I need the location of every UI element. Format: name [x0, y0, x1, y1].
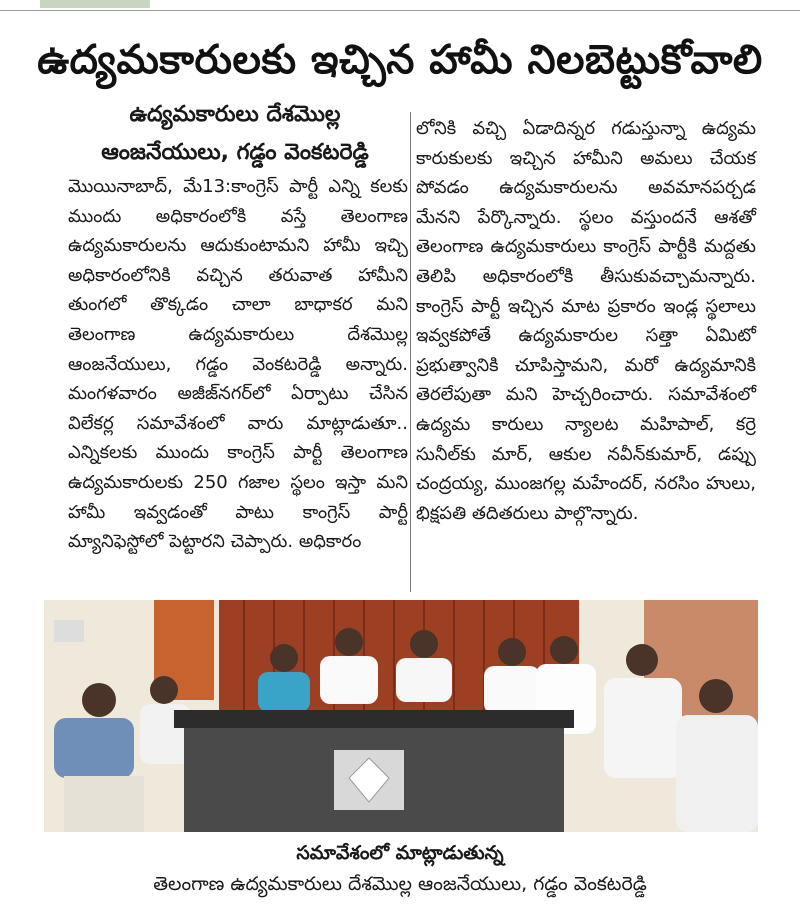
subheadline	[60, 96, 410, 172]
news-photo	[44, 600, 758, 832]
headline: ఉద్యమకారులకు ఇచ్చిన హామీ నిలబెట్టుకోవాలి	[37, 37, 763, 83]
photo-caption	[40, 838, 760, 900]
article-text-left: మొయినాబాద్, మే13:కాంగ్రెస్ పార్టీ ఎన్ని కలకు ముందు అధికారంలోకి వస్తే తెలంగాణ ఉద్యమకారులను ఆదుకుంటామని హామీ ఇచ్చి అధికారంలోనికి వచ్చిన తరువాత హామీని తుంగలో తొక్కడం చాలా బాధాకర మని తెలంగాణ ఉద్యమకారులు దేశమొల్ల ఆంజనేయులు, గడ్డం వెంకటరెడ్డి అన్నారు. మంగళవారం అజీజ్‌నగర్‌లో ఏర్పాటు చేసిన విలేకర్ల సమావేశంలో వారు మాట్లాడుతూ.. ఎన్నికలకు ముందు కాంగ్రెస్ పార్టీ తెలంగాణ ఉద్యమకారులకు 250 గజాల స్థలం ఇస్తా మని హామీ ఇవ్వడంతో పాటు కాంగ్రెస్ పార్టీ మ్యానిఫెస్టోలో పెట్టారని చెప్పారు. అధికారం	[68, 176, 408, 553]
meeting-photo-illustration	[44, 600, 758, 832]
subhead-line-1: ఉద్యమకారులు దేశమొల్ల	[129, 102, 341, 127]
subhead-line-2: ఆంజనేయులు, గడ్డం వెంకటరెడ్డి	[101, 140, 369, 165]
article-text-right: లోనికి వచ్చి ఏడాదిన్నర గడుస్తున్నా ఉద్యమ కారుకులకు ఇచ్చిన హామీని అమలు చేయక పోవడం ఉద్యమకారులను అవమానపర్చడ మేనని పేర్కొన్నారు. స్థలం వస్తుందనే ఆశతో తెలంగాణ ఉద్యమకారులు కాంగ్రెస్ పార్టీకి మద్దతు తెలిపి అధికారంలోకి తీసుకువచ్చామన్నారు. కాంగ్రెస్ పార్టీ ఇచ్చిన మాట ప్రకారం ఇండ్ల స్థలాలు ఇవ్వకపోతే ఉద్యమకారుల సత్తా ఏమిటో ప్రభుత్వానికి చూపిస్తామని, మరో ఉద్యమానికి తెరలేపుతా మని హెచ్చరించారు. సమావేశంలో ఉద్యమ కారులు న్యాలట మహిపాల్, కర్రె సునీల్‌కు మార్, ఆకుల నవీన్‌కుమార్, డప్పు చంద్రయ్య, ముంజగల్ల మహేందర్, నరసిం హులు, భిక్షపతి తదితరులు పాల్గొన్నారు.	[416, 118, 756, 524]
header-strip	[40, 0, 150, 8]
article-column-left	[68, 172, 408, 557]
caption-line-2: తెలంగాణ ఉద్యమకారులు దేశమొల్ల ఆంజనేయులు, గడ్డం వెంకటరెడ్డి	[153, 873, 647, 895]
caption-line-1: సమావేశంలో మాట్లాడుతున్న	[296, 842, 504, 864]
column-divider	[410, 112, 411, 592]
top-divider	[0, 10, 800, 11]
article-column-right	[416, 114, 756, 528]
